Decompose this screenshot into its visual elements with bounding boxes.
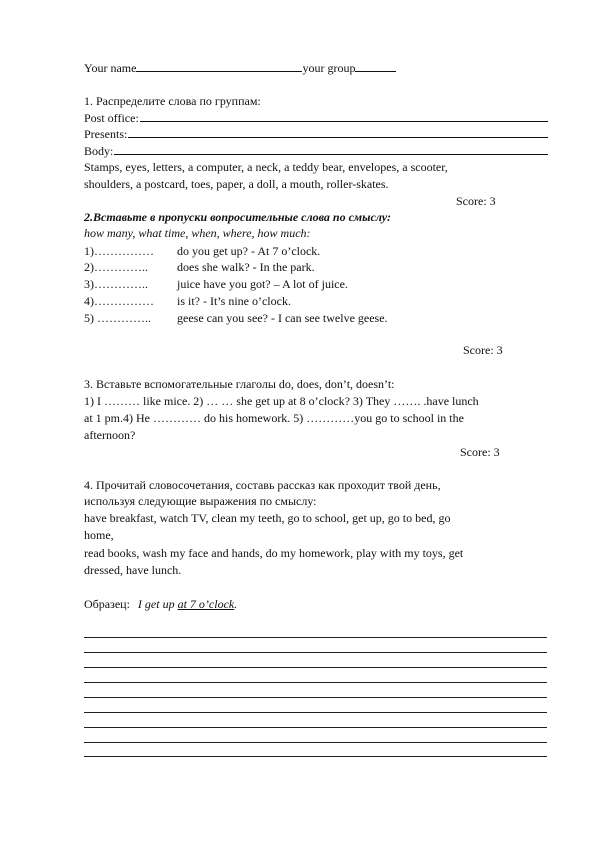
task1-title: 1. Распределите слова по группам: xyxy=(84,94,261,108)
group-label-post-office: Post office: xyxy=(84,111,139,125)
presents-blank[interactable] xyxy=(128,126,548,138)
task2-blank: 2)………….. xyxy=(84,260,148,274)
group-label: your group xyxy=(302,61,356,75)
writing-line[interactable] xyxy=(84,697,547,698)
task2-item-text: is it? - It’s nine o’clock. xyxy=(177,294,291,308)
task2-options: how many, what time, when, where, how much: xyxy=(84,226,311,240)
task2-blank: 3)………….. xyxy=(84,277,148,291)
task3-line1: 1) I ……… like mice. 2) … … she get up at 8 o’clock? 3) They ……. .have lunch xyxy=(84,394,479,408)
task3-score: Score: 3 xyxy=(460,445,500,459)
task3-line2: at 1 pm.4) He ………… do his homework. 5) …………you go to school in the xyxy=(84,411,464,425)
body-blank[interactable] xyxy=(114,143,548,155)
example-underlined: at 7 o’clock xyxy=(177,597,235,611)
example-prefix: I get up xyxy=(137,597,175,611)
task1-words-line1: Stamps, eyes, letters, a computer, a neck, a teddy bear, envelopes, a scooter, xyxy=(84,160,448,174)
task2-title: 2.Вставьте в пропуски вопросительные слова по смыслу: xyxy=(84,210,391,224)
group-label-presents: Presents: xyxy=(84,127,128,141)
task1-score: Score: 3 xyxy=(456,194,496,208)
task1-group-body xyxy=(84,143,548,158)
example-label: Образец: xyxy=(84,597,130,611)
writing-line[interactable] xyxy=(84,756,547,757)
task2-item-2 xyxy=(84,260,315,274)
task4-phrases-line3: read books, wash my face and hands, do my homework, play with my toys, get xyxy=(84,546,464,560)
task4-example xyxy=(84,597,237,611)
task4-phrases-line4: dressed, have lunch. xyxy=(84,563,182,577)
task4-title-line1: 4. Прочитай словосочетания, составь рассказ как проходит твой день, xyxy=(84,478,441,492)
task2-item-5 xyxy=(84,311,388,325)
task3-title: 3. Вставьте вспомогательные глаголы do, does, don’t, doesn’t: xyxy=(84,377,395,391)
writing-line[interactable] xyxy=(84,682,547,683)
task1-group-post-office xyxy=(84,110,548,125)
post-office-blank[interactable] xyxy=(140,110,548,122)
group-label-body: Body: xyxy=(84,144,114,158)
name-label: Your name xyxy=(84,61,137,75)
writing-line[interactable] xyxy=(84,712,547,713)
task2-item-text: does she walk? - In the park. xyxy=(177,260,315,274)
name-blank[interactable] xyxy=(136,60,302,72)
writing-line[interactable] xyxy=(84,742,547,743)
task2-blank: 4)…………… xyxy=(84,294,154,308)
task2-item-1 xyxy=(84,244,320,258)
task2-blank: 5) ………….. xyxy=(84,311,151,325)
name-group-line xyxy=(84,60,396,75)
task2-item-3 xyxy=(84,277,348,291)
task2-blank: 1)…………… xyxy=(84,244,154,258)
writing-line[interactable] xyxy=(84,727,547,728)
writing-line[interactable] xyxy=(84,652,547,653)
task2-item-text: geese can you see? - I can see twelve geese. xyxy=(177,311,388,325)
example-end: . xyxy=(234,597,238,611)
task2-item-4 xyxy=(84,294,291,308)
group-blank[interactable] xyxy=(355,60,396,72)
task4-title-line2: используя следующие выражения по смыслу: xyxy=(84,494,317,508)
task3-line3: afternoon? xyxy=(84,428,136,442)
task2-item-text: do you get up? - At 7 o’clock. xyxy=(177,244,321,258)
writing-line[interactable] xyxy=(84,667,547,668)
task2-item-text: juice have you got? – A lot of juice. xyxy=(177,277,348,291)
task2-score: Score: 3 xyxy=(463,343,503,357)
task1-words-line2: shoulders, a postcard, toes, paper, a doll, a mouth, roller-skates. xyxy=(84,177,389,191)
task1-group-presents xyxy=(84,126,548,141)
task4-phrases-line2: home, xyxy=(84,528,114,542)
writing-line[interactable] xyxy=(84,637,547,638)
task4-phrases-line1: have breakfast, watch TV, clean my teeth, go to school, get up, go to bed, go xyxy=(84,511,451,525)
